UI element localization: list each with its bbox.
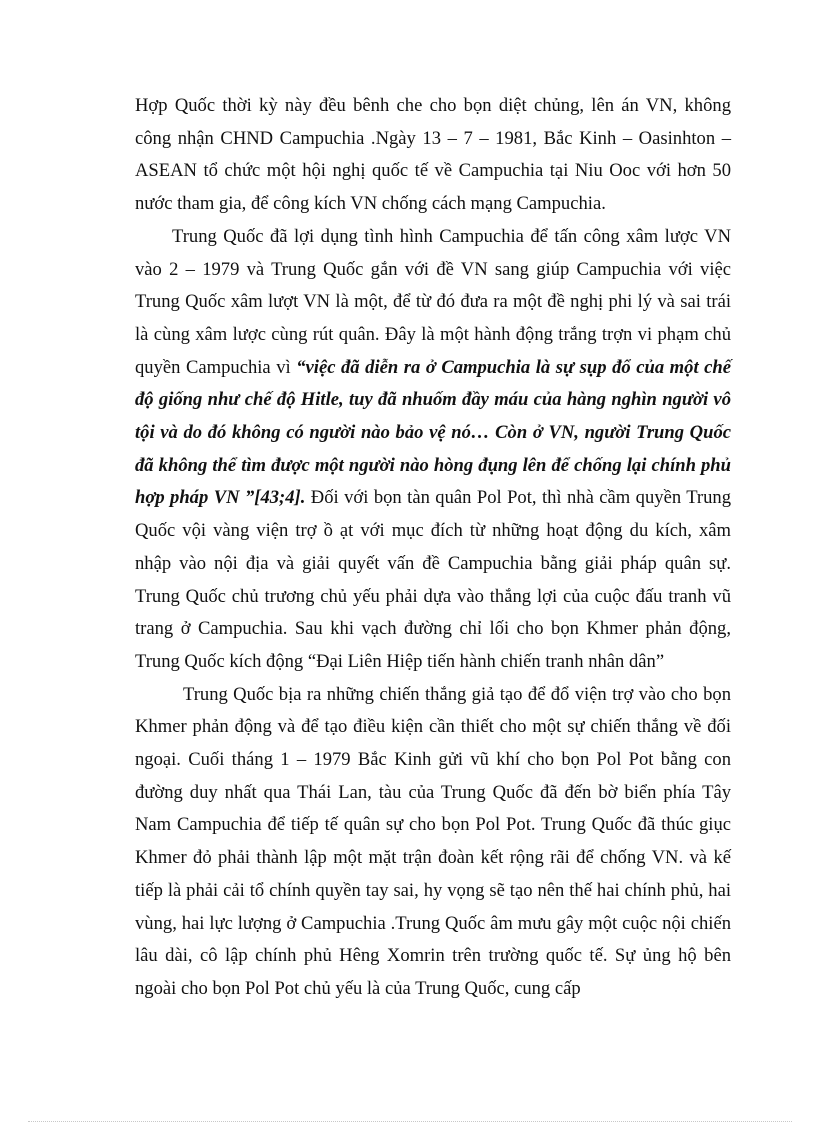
- page-bottom-divider: [28, 1121, 792, 1122]
- paragraph-2: [135, 221, 731, 679]
- paragraph-3: [135, 679, 731, 1006]
- paragraph-3-text: Trung Quốc bịa ra những chiến thắng giả tạo để đổ viện trợ vào cho bọn Khmer phản động và để tạo điều kiện cần thiết cho một sự chiến thắng về đối ngoại. Cuối tháng 1 – 1979 Bắc Kinh gửi vũ khí cho bọn Pol Pot bằng con đường duy nhất qua Thái Lan, tàu của Trung Quốc đã đến bờ biển phía Tây Nam Campuchia để tiếp tế quân sự cho bọn Pol Pot. Trung Quốc đã thúc giục Khmer đỏ phải thành lập một mặt trận đoàn kết rộng rãi để chống VN. và kế tiếp là phải cải tổ chính quyền tay sai, hy vọng sẽ tạo nên thế hai chính phủ, hai vùng, hai lực lượng ở Campuchia .Trung Quốc âm mưu gây một cuộc nội chiến lâu dài, cô lập chính phủ Hêng Xomrin trên trường quốc tế. Sự ủng hộ bên ngoài cho bọn Pol Pot chủ yếu là của Trung Quốc, cung cấp: [135, 683, 731, 999]
- paragraph-2-quote: “việc đã diễn ra ở Campuchia là sự sụp đổ của một chế độ giống như chế độ Hitle, tuy đã nhuốm đầy máu của hàng nghìn người vô tội và do đó không có người nào bảo vệ nó… Còn ở VN, người Trung Quốc đã không thể tìm được một người nào hòng đụng lên để chống lại chính phủ hợp pháp VN ”[43;4].: [135, 356, 731, 509]
- document-body: [135, 90, 731, 1006]
- paragraph-2-text-after: Đối với bọn tàn quân Pol Pot, thì nhà cầm quyền Trung Quốc vội vàng viện trợ ồ ạt với mục đích từ những hoạt động du kích, xâm nhập vào nội địa và giải quyết vấn đề Campuchia bằng giải pháp quân sự. Trung Quốc chủ trương chủ yếu phải dựa vào thắng lợi của cuộc đấu tranh vũ trang ở Campuchia. Sau khi vạch đường chỉ lối cho bọn Khmer phản động, Trung Quốc kích động “Đại Liên Hiệp tiến hành chiến tranh nhân dân”: [135, 487, 731, 672]
- paragraph-1-text: Hợp Quốc thời kỳ này đều bênh che cho bọn diệt chủng, lên án VN, không công nhận CHND Campuchia .Ngày 13 – 7 – 1981, Bắc Kinh – Oasinhton – ASEAN tổ chức một hội nghị quốc tế về Campuchia tại Niu Ooc với hơn 50 nước tham gia, để công kích VN chống cách mạng Campuchia.: [135, 95, 731, 215]
- paragraph-2-text-before: Trung Quốc đã lợi dụng tình hình Campuchia để tấn công xâm lược VN vào 2 – 1979 và Trung Quốc gắn với đề VN sang giúp Campuchia với việc Trung Quốc xâm lượt VN là một, để từ đó đưa ra một đề nghị phi lý và sai trái là cùng xâm lược cùng rút quân. Đây là một hành động trắng trợn vi phạm chủ quyền Campuchia vì: [135, 225, 731, 378]
- paragraph-1: [135, 90, 731, 221]
